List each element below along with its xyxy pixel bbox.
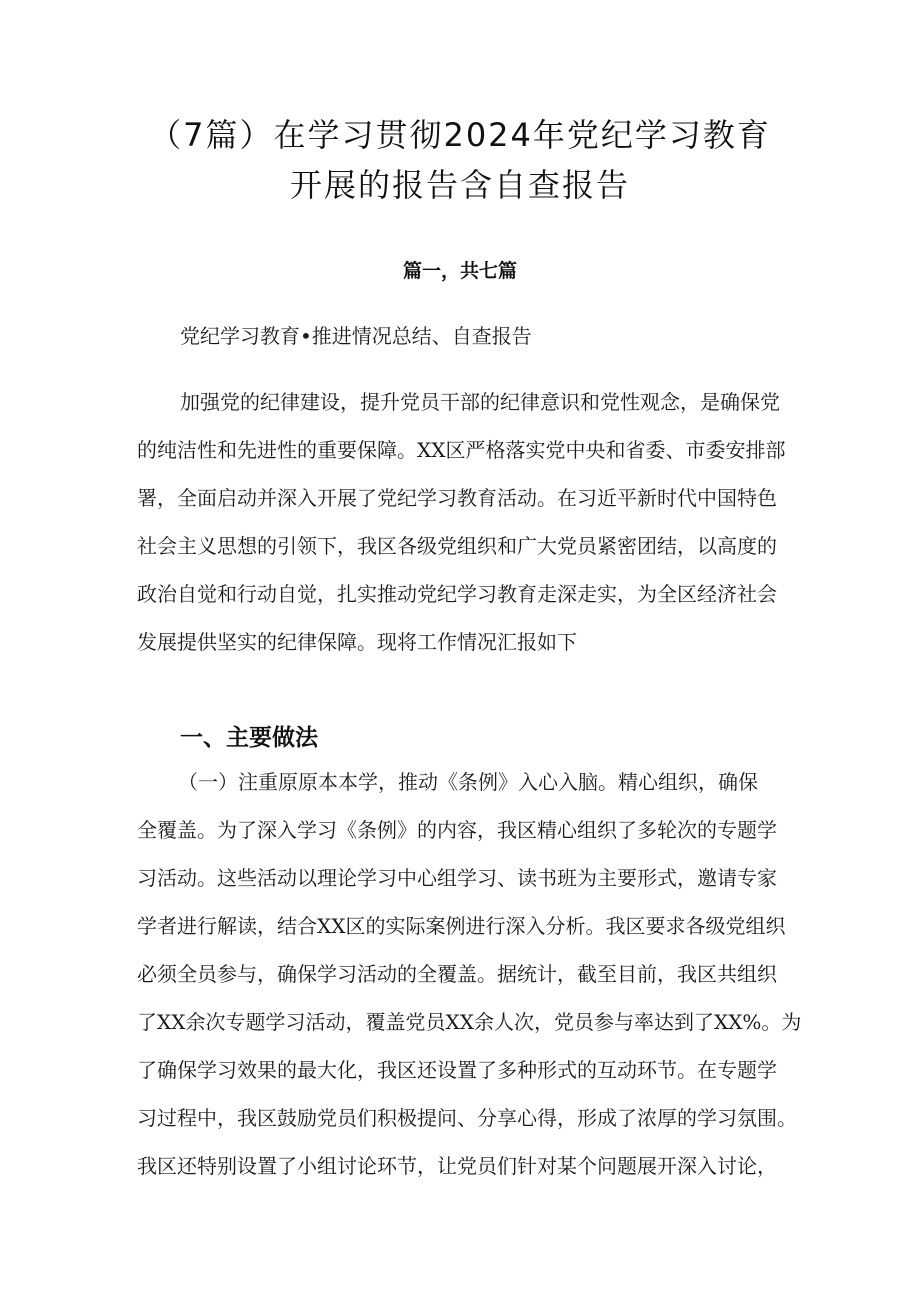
paragraph-line: 发展提供坚实的纪律保障。现将工作情况汇报如下 <box>137 630 577 654</box>
paragraph-line: 我区还特别设置了小组讨论环节，让党员们针对某个问题展开深入讨论， <box>137 1154 777 1178</box>
paragraph-line: 了XX余次专题学习活动，覆盖党员XX余人次，党员参与率达到了XX%。为 <box>137 1010 802 1034</box>
paragraph-line: 了确保学习效果的最大化，我区还设置了多种形式的互动环节。在专题学 <box>137 1058 777 1082</box>
paragraph-line: 政治自觉和行动自觉，扎实推动党纪学习教育走深走实，为全区经济社会 <box>137 582 777 606</box>
document-title-line-2: 开展的报告含自查报告 <box>289 166 630 204</box>
paragraph-line: 加强党的纪律建设，提升党员干部的纪律意识和党性观念，是确保党 <box>180 390 780 414</box>
paragraph-line: 必须全员参与，确保学习活动的全覆盖。据统计，截至目前，我区共组织 <box>137 962 777 986</box>
paragraph-line: 习活动。这些活动以理论学习中心组学习、读书班为主要形式，邀请专家 <box>137 866 777 890</box>
document-title-line-1: （7篇）在学习贯彻2024年党纪学习教育 <box>149 116 771 154</box>
paragraph-line: 全覆盖。为了深入学习《条例》的内容，我区精心组织了多轮次的专题学 <box>137 818 777 842</box>
paragraph-line: 的纯洁性和先进性的重要保障。XX区严格落实党中央和省委、市委安排部 <box>137 438 786 462</box>
paragraph-line: 习过程中，我区鼓励党员们积极提问、分享心得，形成了浓厚的学习氛围。 <box>137 1106 797 1130</box>
document-heading: 党纪学习教育•推进情况总结、自查报告 <box>180 324 532 348</box>
section-heading: 一、主要做法 <box>180 725 318 752</box>
part-subtitle: 篇一，共七篇 <box>402 260 517 282</box>
paragraph-line: 社会主义思想的引领下，我区各级党组织和广大党员紧密团结，以高度的 <box>137 534 777 558</box>
paragraph-line: （一）注重原原本本学，推动《条例》入心入脑。精心组织，确保 <box>178 770 758 794</box>
paragraph-line: 署，全面启动并深入开展了党纪学习教育活动。在习近平新时代中国特色 <box>137 486 777 510</box>
paragraph-line: 学者进行解读，结合XX区的实际案例进行深入分析。我区要求各级党组织 <box>137 914 786 938</box>
